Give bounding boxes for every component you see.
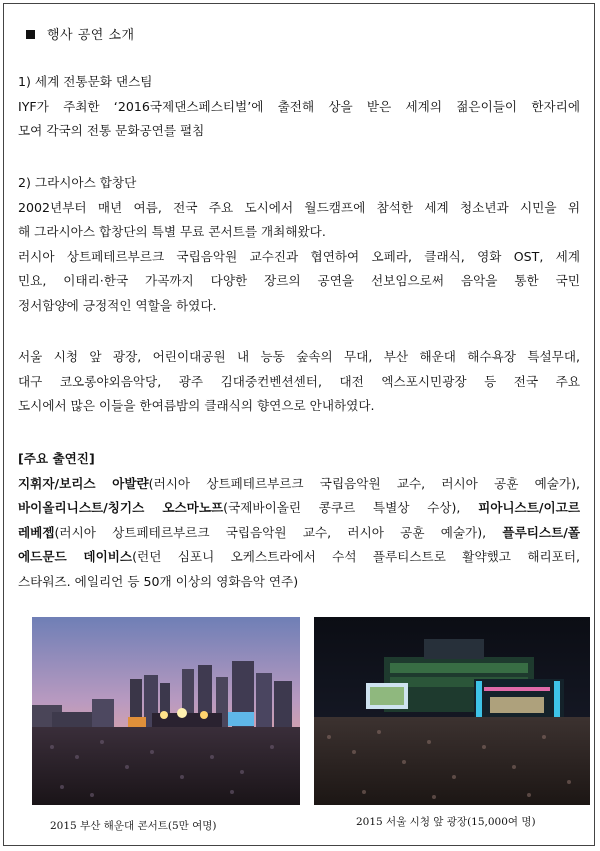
seoul-plaza-photo bbox=[314, 617, 590, 805]
violinist-desc: (국제바이올린 콩쿠르 특별상 수상), bbox=[223, 500, 479, 515]
conductor-desc: (러시아 상트페테르부르크 국립음악원 교수, 러시아 공훈 예술가), bbox=[148, 475, 580, 491]
conductor-name: 지휘자/보리스 아발랸 bbox=[18, 475, 149, 491]
heading-text: 행사 공연 소개 bbox=[47, 28, 135, 43]
square-bullet-icon bbox=[26, 30, 35, 39]
busan-concert-photo bbox=[32, 617, 300, 805]
seoul-plaza-image bbox=[314, 617, 590, 805]
section-heading bbox=[26, 24, 135, 43]
busan-concert-image bbox=[32, 617, 300, 805]
flutist-name-part1: 플루티스트/폴 bbox=[502, 524, 580, 540]
performers-section bbox=[18, 447, 580, 594]
pianist-name-part2: 레베젭 bbox=[18, 524, 55, 540]
performer-line-2 bbox=[18, 496, 580, 521]
performers-title: [주요 출연진] bbox=[18, 451, 95, 466]
section-2-line-4: 민요, 이태리·한국 가곡까지 다양한 장르의 공연을 선보임으로써 음악을 통한 국민 bbox=[18, 273, 580, 288]
section-2-line-5: 정서함양에 긍정적인 역할을 하였다. bbox=[18, 297, 217, 313]
section-1-line-2: 모여 각국의 전통 문화공연를 펼침 bbox=[18, 123, 205, 138]
violinist-name: 바이올리니스트/칭기스 오스마노프 bbox=[18, 500, 224, 515]
section-1 bbox=[18, 70, 580, 144]
section-2-line-1: 2002년부터 매년 여름, 전국 주요 도시에서 월드캠프에 참석한 세계 청소년과 시민을 위 bbox=[18, 199, 580, 215]
section-2-title: 2) 그라시아스 합창단 bbox=[18, 175, 137, 190]
section-2-line-3: 러시아 상트페테르부르크 국립음악원 교수진과 협연하여 오페라, 클래식, 영화 OST, 세계 bbox=[18, 248, 580, 264]
performer-line-3 bbox=[18, 521, 580, 546]
seoul-photo-caption: 2015 서울 시청 앞 광장(15,000여 명) bbox=[356, 816, 536, 828]
flutist-name-part2: 에드문드 데이비스 bbox=[18, 549, 133, 564]
pianist-desc: (러시아 상트페테르부르크 국립음악원 교수, 러시아 공훈 예술가), bbox=[54, 524, 503, 540]
performer-line-5: 스타워즈. 에일리언 등 50개 이상의 영화음악 연주) bbox=[18, 573, 299, 589]
section-1-line-1: IYF가 주최한 ‘2016국제댄스페스티벌’에 출전해 상을 받은 세계의 젊은이들이 한자리에 bbox=[18, 98, 580, 114]
paragraph-3-line-3: 도시에서 많은 이들을 한여름밤의 클래식의 향연으로 안내하였다. bbox=[18, 398, 375, 413]
section-2-line-2: 해 그라시아스 합창단의 특별 무료 콘서트를 개최해왔다. bbox=[18, 224, 326, 239]
paragraph-3-line-2: 대구 코오롱야외음악당, 광주 김대중컨벤션센터, 대전 엑스포시민광장 등 전국 주요 bbox=[18, 373, 580, 389]
performer-line-1 bbox=[18, 472, 580, 497]
paragraph-3-line-1: 서울 시청 앞 광장, 어린이대공원 내 능동 숲속의 무대, 부산 해운대 해수욕장 특설무대, bbox=[18, 349, 580, 364]
performer-line-4 bbox=[18, 545, 580, 570]
flutist-desc: (런던 심포니 오케스트라에서 수석 플루티스트로 활약했고 해리포터, bbox=[132, 549, 580, 564]
section-2 bbox=[18, 171, 580, 318]
pianist-name-part1: 피아니스트/이고르 bbox=[478, 500, 580, 515]
busan-photo-caption: 2015 부산 해운대 콘서트(5만 여명) bbox=[50, 820, 217, 832]
paragraph-3 bbox=[18, 345, 580, 419]
section-1-title: 1) 세계 전통문화 댄스팀 bbox=[18, 74, 153, 89]
